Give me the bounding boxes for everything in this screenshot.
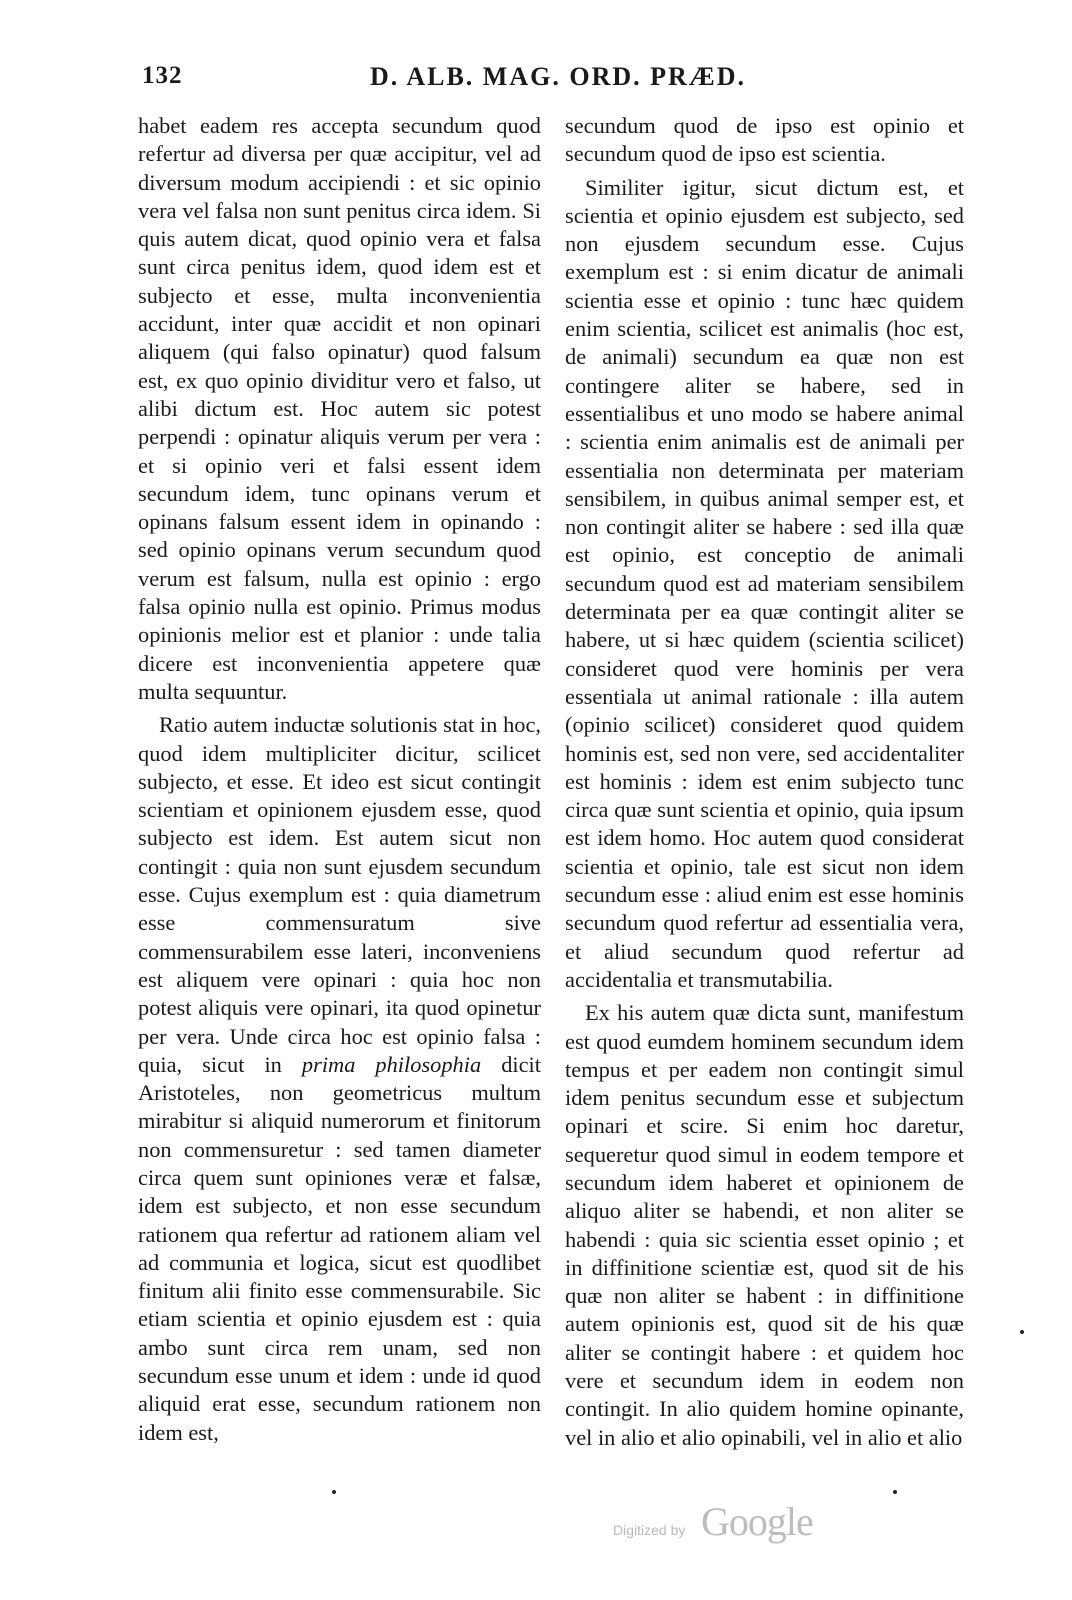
digitized-watermark xyxy=(613,1500,833,1546)
stray-mark-dot xyxy=(332,1490,336,1494)
left-paragraph-2-text-b: dicit Aristoteles, non geometricus multum mirabitur si aliquid numerorum et finitorum non commensuretur : sed tamen diameter circa quem sunt opiniones veræ et falsæ, idem est subjecto, et non esse secundum rationem qua refertur ad rationem aliam vel ad communia et logica, sicut est quodlibet finitum alii finito esse commensurabile. Sic etiam scientia et opinio ejusdem est : quia ambo sunt circa rem unam, sed non secundum esse unum et idem : unde id quod aliquid erat esse, secundum rationem non idem est, xyxy=(138,1051,541,1445)
left-paragraph-1: habet eadem res accepta secundum quod refertur ad diversa per quæ accipitur, vel ad diversum modum accipiendi : et sic opinio vera vel falsa non sunt penitus circa idem. Si quis autem dicat, quod opinio vera et falsa sunt circa penitus idem, quod idem est et subjecto et esse, multa inconvenientia accidunt, inter quæ accidit et non opinari aliquem (qui falso opinatur) quod falsum est, ex quo opinio dividitur vero et falso, ut alibi dictum est. Hoc autem sic potest perpendi : opinatur aliquis verum per vera : et si opinio veri et falsi essent idem secundum idem, tunc opinans verum et opinans falsum essent idem in opinando : sed opinio opinans verum secundum quod verum est falsum, nulla est opinio : ergo falsa opinio nulla est opinio. Primus modus opinionis melior est et planior : unde talia dicere est inconvenientia appetere quæ multa sequuntur. xyxy=(138,113,541,704)
right-paragraph-3: Ex his autem quæ dicta sunt, manifestum est quod eumdem hominem secundum idem tempus et per eadem non contingit simul idem penitus secundum esse et subjectum opinari et scire. Si enim hoc daretur, sequeretur quod simul in eodem tempore et secundum idem haberet et opinionem de aliquo aliter se habendi, et non aliter se habendi : quia sic scientia esset opinio ; et in diffinitione scientiæ est, quod sit de his quæ non aliter se habent : in diffinitione autem opinionis est, quod sit de his quæ aliter se contingit habere : et quidem hoc vere et secundum idem in eodem non contingit. In alio quidem homine opinante, vel in alio et alio opinabili, vel in alio et alio xyxy=(565,1000,964,1450)
google-logo: Google xyxy=(701,1499,813,1544)
stray-mark-dot xyxy=(893,1490,897,1494)
stray-mark-dot xyxy=(1020,1330,1024,1334)
page-header xyxy=(140,62,960,102)
right-paragraph-2: Similiter igitur, sicut dictum est, et scientia et opinio ejusdem est subjecto, sed non ejusdem secundum esse. Cujus exemplum est : si enim dicatur de animali scientia esse et opinio : tunc hæc quidem enim scientia, scilicet est animalis (hoc est, de animali) secundum ea quæ non est contingere aliter se habere, sed in essentialibus et uno modo se habere animal : scientia enim animalis est de animali per essentialia non determinata per materiam sensibilem, in quibus animal semper est, et non contingit aliter se habere : sed illa quæ est opinio, est conceptio de animali secundum quod est ad materiam sensibilem determinata per ea quæ contingit aliter se habere, ut si hæc quidem (scientia scilicet) consideret quod vere hominis per vera essentiala ut animal rationale : illa autem (opinio scilicet) consideret quod quidem hominis est, sed non vere, sed accidentaliter est hominis : idem est enim subjecto tunc circa quæ sunt scientia et opinio, quia ipsum est idem homo. Hoc autem quod considerat scientia et opinio, tale est sicut non idem secundum esse : aliud enim est esse hominis secundum quod refertur ad essentialia vera, et aliud secundum quod refertur ad accidentalia et transmutabilia. xyxy=(565,174,964,992)
running-head: D. ALB. MAG. ORD. PRÆD. xyxy=(370,62,747,91)
work-title-italic: prima philosophia xyxy=(301,1051,482,1077)
right-column xyxy=(565,112,964,1452)
left-paragraph-2 xyxy=(138,711,541,1447)
left-column xyxy=(138,112,541,1447)
page-number: 132 xyxy=(142,62,183,89)
right-paragraph-1: secundum quod de ipso est opinio et secundum quod de ipso est scientia. xyxy=(565,113,964,167)
digitized-by-text: Digitized by xyxy=(613,1522,686,1538)
left-paragraph-2-text-a: Ratio autem inductæ solutionis stat in hoc, quod idem multipliciter dicitur, scilicet subjecto, et esse. Et ideo est sicut contingit scientiam et opinionem ejusdem esse, quod subjecto est idem. Est autem sicut non contingit : quia non sunt ejusdem secundum esse. Cujus exemplum est : quia diametrum esse commensuratum sive commensurabilem esse lateri, inconveniens est aliquem vere opinari : quia hoc non potest aliquis vere opinari, ita quod opinetur per vera. Unde circa hoc est opinio falsa : quia, sicut in xyxy=(138,712,541,1077)
